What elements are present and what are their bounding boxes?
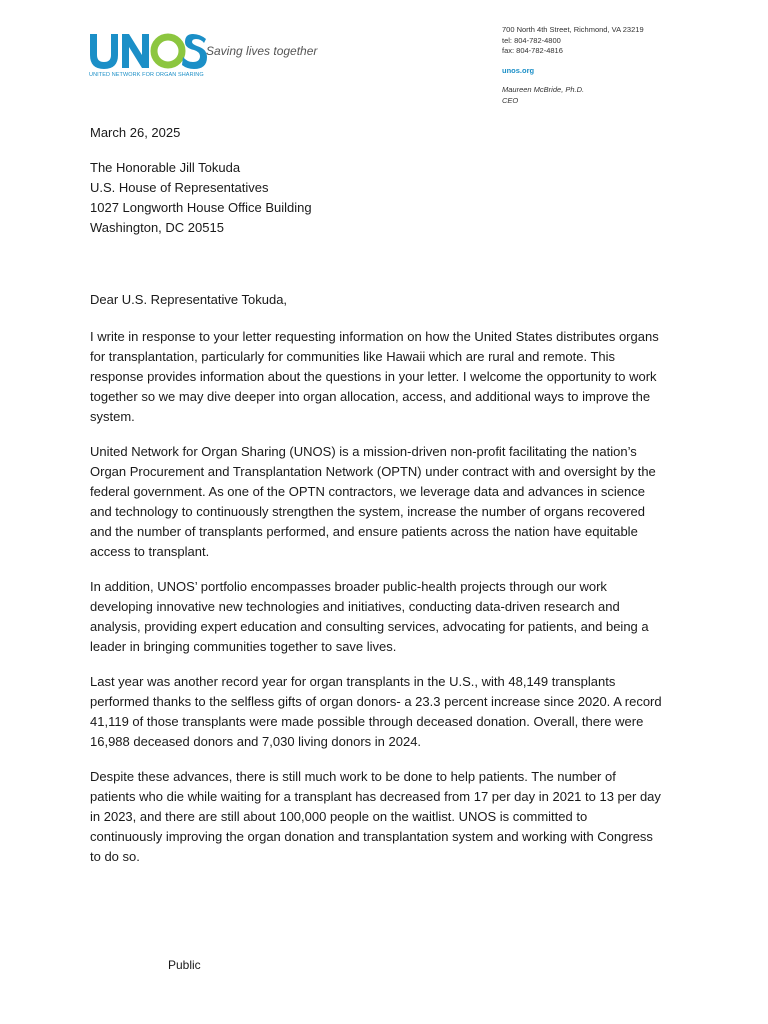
classification-label: Public bbox=[168, 958, 201, 972]
letter-date: March 26, 2025 bbox=[90, 125, 181, 140]
contact-address: 700 North 4th Street, Richmond, VA 23219 bbox=[502, 25, 644, 34]
recipient-street: 1027 Longworth House Office Building bbox=[90, 200, 312, 215]
recipient-name: The Honorable Jill Tokuda bbox=[90, 160, 241, 175]
contact-tel: tel: 804-782-4800 bbox=[502, 35, 561, 45]
paragraph-2: United Network for Organ Sharing (UNOS) is a mission-driven non-profit facilitating the nation’s Organ Procurement and Transplantation Network (OPTN) under contract with and oversight by the federal government. As one of the OPTN contractors, we leverage data and advances in science and technology to continuously strengthen the system, increase the number of organs recovered and the number of transplants performed, and ensure patients across the nation have equitable access to transplant. bbox=[90, 444, 656, 559]
website-link[interactable]: unos.org bbox=[502, 65, 535, 75]
letter-body bbox=[90, 327, 662, 882]
contact-fax: fax: 804-782-4816 bbox=[502, 46, 563, 55]
salutation: Dear U.S. Representative Tokuda, bbox=[90, 292, 288, 307]
recipient-address bbox=[90, 158, 662, 238]
paragraph-3: In addition, UNOS’ portfolio encompasses broader public-health projects through our work developing innovative new technologies and initiatives, conducting data-driven research and analysis, providing expert education and consulting services, advocating for patients, and being a leader in bringing communities together to save lives. bbox=[90, 579, 649, 654]
signatory-name: Maureen McBride, Ph.D. bbox=[502, 85, 585, 94]
recipient-office: U.S. House of Representatives bbox=[90, 180, 269, 195]
tagline: Saving lives together bbox=[206, 44, 318, 58]
contact-block bbox=[502, 25, 702, 106]
recipient-city: Washington, DC 20515 bbox=[90, 220, 224, 235]
paragraph-5: Despite these advances, there is still much work to be done to help patients. The number of patients who die while waiting for a transplant has decreased from 17 per day in 2021 to 13 per day in 2023, and there are still about 100,000 people on the waitlist. UNOS is committed to continuously improving the organ donation and transplantation system and working with Congress to do so. bbox=[90, 769, 661, 864]
signatory-title: CEO bbox=[502, 95, 519, 105]
logo-subtitle: UNITED NETWORK FOR ORGAN SHARING bbox=[89, 72, 204, 78]
paragraph-1: I write in response to your letter requesting information on how the United States distributes organs for transplantation, particularly for communities like Hawaii which are rural and remote. This response provides information about the questions in your letter. I welcome the opportunity to work together so we may dive deeper into organ allocation, access, and additional ways to improve the system. bbox=[90, 329, 659, 424]
unos-logo-mark bbox=[88, 31, 208, 73]
paragraph-4: Last year was another record year for organ transplants in the U.S., with 48,149 transplants performed thanks to the selfless gifts of organ donors- a 23.3 percent increase since 2020. A record 41,119 of those transplants were made possible through deceased donation. Overall, there were 16,988 deceased donors and 7,030 living donors in 2024. bbox=[90, 674, 662, 749]
